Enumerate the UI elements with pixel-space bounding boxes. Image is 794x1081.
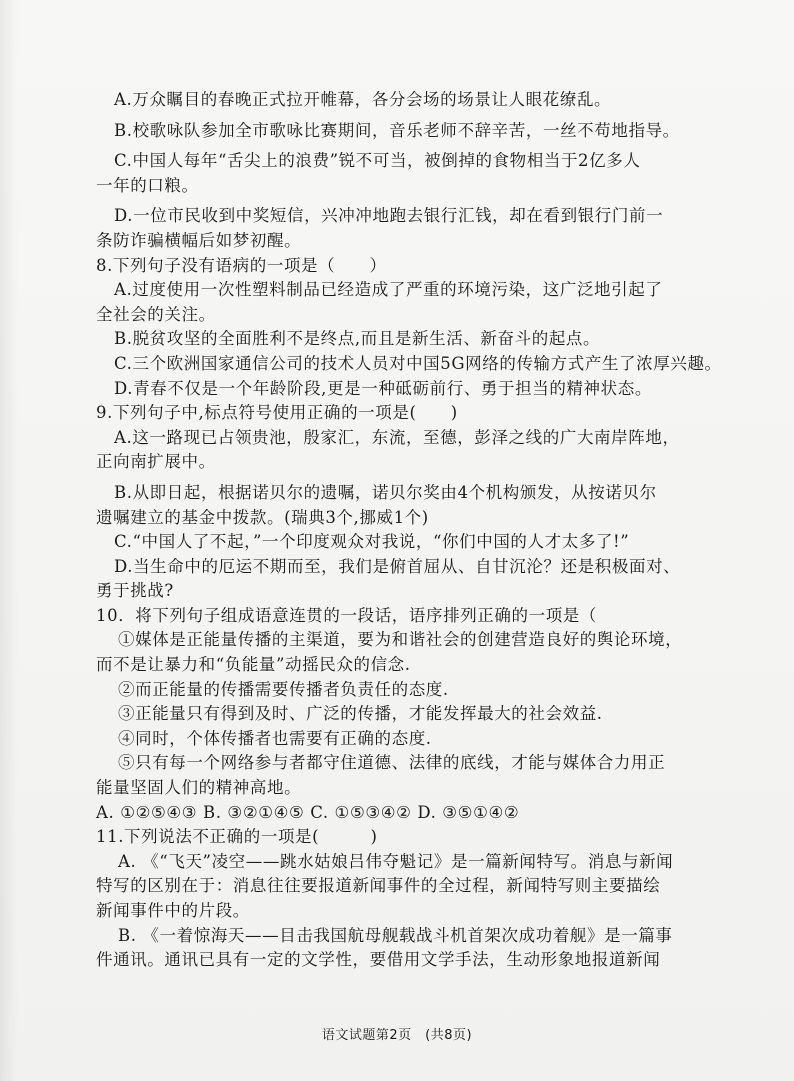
q10-sentence-4: ④同时，个体传播者也需要有正确的态度. — [118, 728, 432, 748]
q9-option-b: B.从即日起，根据诺贝尔的遗嘱，诺贝尔奖由4个机构颁发，从按诺贝尔 — [114, 482, 657, 502]
question-11: 11.下列说法不正确的一项是( ) — [96, 827, 378, 847]
q9-option-a: A.这一路现已占领贵池，殷家汇，东流，至德，彭泽之线的广大南岸阵地， — [114, 427, 680, 447]
page-footer: 语文试题第2页 (共8页) — [321, 1028, 473, 1043]
q9-option-d: D.当生命中的厄运不期而至，我们是俯首屈从、自甘沉沦？还是积极面对、 — [114, 556, 681, 576]
q11-option-b: B. 《一着惊海天——目击我国航母舰载战斗机首架次成功着舰》是一篇事 — [118, 925, 673, 945]
q9-option-d-cont: 勇于挑战? — [96, 581, 174, 601]
option-c-line-cont: 一年的口粮。 — [96, 175, 199, 195]
q11-option-a-cont-2: 新闻事件中的片段。 — [96, 901, 250, 920]
q11-option-a-cont-1: 特写的区别在于：消息往往要报道新闻事件的全过程，新闻特写则主要描绘 — [96, 876, 661, 896]
option-d-line-cont: 条防诈骗横幅后如梦初醒。 — [96, 230, 302, 250]
option-a-line: A.万众瞩目的春晚正式拉开帷幕，各分会场的场景让人眼花缭乱。 — [114, 90, 612, 109]
q9-option-c: C.“中国人了不起，”一个印度观众对我说，“你们中国的人才太多了!” — [114, 532, 630, 552]
q8-option-c: C.三个欧洲国家通信公司的技术人员对中国5G网络的传输方式产生了浓厚兴趣。 — [114, 353, 722, 373]
q8-option-a-cont: 全社会的关注。 — [96, 304, 216, 324]
q9-option-b-cont: 遗嘱建立的基金中拨款。(瑞典3个,挪威1个) — [96, 507, 429, 527]
option-b-line: B.校歌咏队参加全市歌咏比赛期间，音乐老师不辞辛苦，一丝不苟地指导。 — [114, 120, 680, 140]
question-10: 10．将下列句子组成语意连贯的一段话，语序排列正确的一项是（ — [96, 605, 597, 625]
question-8: 8.下列句子没有语病的一项是（ ） — [96, 255, 387, 275]
q11-option-a: A. 《“飞天”凌空——跳水姑娘吕伟夺魁记》是一篇新闻特写。消息与新闻 — [118, 851, 674, 871]
q11-option-b-cont: 件通讯。通讯已具有一定的文学性，要借用文学手法，生动形象地报道新闻 — [96, 950, 661, 970]
q10-sentence-5-cont: 能量坚固人们的精神高地。 — [96, 778, 302, 798]
q8-option-a: A.过度使用一次性塑料制品已经造成了严重的环境污染，这广泛地引起了 — [114, 280, 663, 300]
q10-sentence-1-cont: 而不是让暴力和“负能量”动摇民众的信念. — [96, 655, 411, 675]
option-c-line: C.中国人每年“舌尖上的浪费”锐不可当，被倒掉的食物相当于2亿多人 — [114, 151, 641, 171]
option-d-line: D.一位市民收到中奖短信，兴冲冲地跑去银行汇钱，却在看到银行门前一 — [114, 206, 664, 226]
q10-sentence-1: ①媒体是正能量传播的主渠道，要为和谐社会的创建营造良好的舆论环境， — [118, 630, 683, 650]
q9-option-a-cont: 正向南扩展中。 — [96, 452, 216, 472]
exam-content — [96, 88, 722, 973]
q10-sentence-3: ③正能量只有得到及时、广泛的传播，才能发挥最大的社会效益. — [118, 704, 603, 724]
page-edge-shadow — [0, 0, 18, 1081]
q10-sentence-2: ②而正能量的传播需要传播者负责任的态度. — [118, 679, 449, 699]
q10-answer-options: A. ①②⑤④③ B. ③②①④⑤ C. ①⑤③④② D. ③⑤①④② — [96, 802, 520, 822]
q8-option-d: D.青春不仅是一个年龄阶段,更是一种砥砺前行、勇于担当的精神状态。 — [114, 378, 652, 398]
question-9: 9.下列句子中,标点符号使用正确的一项是( ) — [96, 403, 458, 423]
q8-option-b: B.脱贫攻坚的全面胜利不是终点,而且是新生活、新奋斗的起点。 — [114, 329, 601, 349]
q10-sentence-5: ⑤只有每一个网络参与者都守住道德、法律的底线，才能与媒体合力用正 — [118, 753, 666, 773]
